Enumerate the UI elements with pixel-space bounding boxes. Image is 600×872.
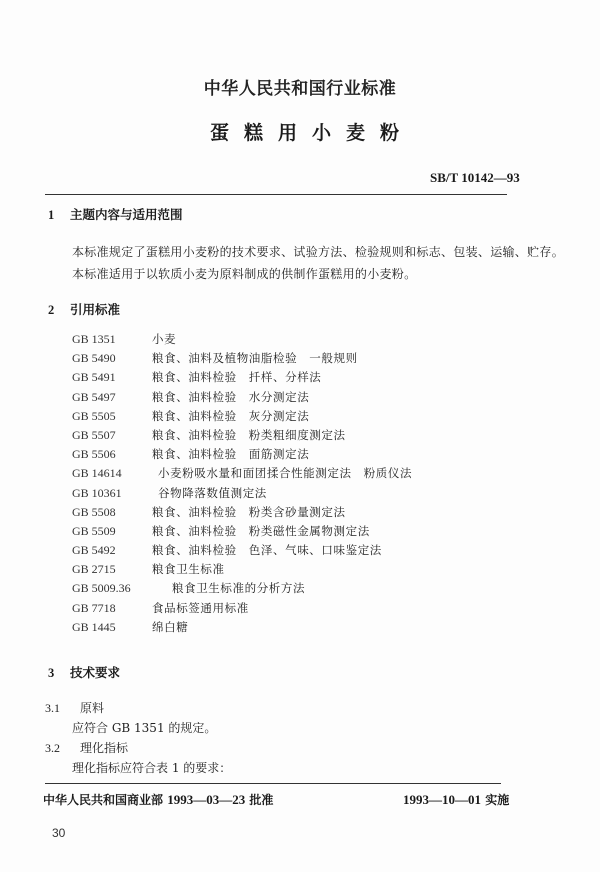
reference-item xyxy=(72,368,412,387)
reference-name: 食品标签通用标准 xyxy=(152,600,249,615)
reference-item xyxy=(72,522,412,541)
section-title: 技术要求 xyxy=(70,665,121,680)
section-2-heading xyxy=(48,300,120,318)
reference-item xyxy=(72,541,412,560)
reference-code: GB 1445 xyxy=(72,619,116,634)
reference-list xyxy=(72,330,412,637)
reference-item xyxy=(72,599,412,618)
reference-item xyxy=(72,330,412,349)
effective-label: 实施 xyxy=(485,793,510,807)
reference-item xyxy=(72,560,412,579)
section-3-heading xyxy=(48,663,120,681)
reference-item xyxy=(72,407,412,426)
reference-code: GB 5509 xyxy=(72,523,116,538)
reference-name: 小麦 xyxy=(152,332,177,346)
reference-name: 粮食、油料检验 扦样、分样法 xyxy=(152,370,322,385)
effective-line xyxy=(403,791,509,808)
reference-code: GB 5492 xyxy=(72,543,116,558)
section-title: 引用标准 xyxy=(70,302,121,317)
reference-code: GB 5508 xyxy=(72,504,116,519)
reference-item xyxy=(72,349,412,368)
section-number: 1 xyxy=(48,208,55,222)
effective-date: 1993—10—01 xyxy=(403,792,481,807)
reference-name: 谷物降落数值测定法 xyxy=(158,485,267,500)
reference-item xyxy=(72,503,412,522)
section-title: 主题内容与适用范围 xyxy=(70,207,183,222)
subsection-3-1-text: 应符合 GB 1351 的规定。 xyxy=(72,721,217,735)
reference-code: GB 5491 xyxy=(72,370,116,385)
reference-code: GB 2715 xyxy=(72,562,116,577)
footer-divider xyxy=(45,783,501,784)
reference-name: 粮食、油料检验 粉类磁性金属物测定法 xyxy=(152,523,370,538)
subsection-3-2-text: 理化指标应符合表 1 的要求： xyxy=(72,761,232,775)
reference-name: 绵白糖 xyxy=(152,619,189,634)
section-1-heading xyxy=(48,205,183,223)
reference-name: 粮食、油料检验 粉类含砂量测定法 xyxy=(152,504,346,519)
subsection-3-2-heading xyxy=(45,739,128,756)
reference-name: 粮食、油料检验 粉类粗细度测定法 xyxy=(152,427,346,442)
approval-label: 批准 xyxy=(249,793,274,807)
header-divider xyxy=(45,194,507,195)
standard-code: SB/T 10142—93 xyxy=(430,170,520,185)
reference-name: 粮食、油料及植物油脂检验 一般规则 xyxy=(152,351,358,366)
reference-code: GB 5507 xyxy=(72,427,116,442)
reference-code: GB 5497 xyxy=(72,389,116,404)
approval-date: 1993—03—23 xyxy=(167,792,246,807)
page-number: 30 xyxy=(52,826,66,840)
section-1-paragraph: 本标准规定了蛋糕用小麦粉的技术要求、试验方法、检验规则和标志、包装、运输、贮存。 xyxy=(72,245,565,259)
reference-item xyxy=(72,618,412,637)
reference-item xyxy=(72,484,412,503)
reference-item xyxy=(72,445,412,464)
section-1-paragraph: 本标准适用于以软质小麦为原料制成的供制作蛋糕用的小麦粉。 xyxy=(72,267,417,281)
reference-code: GB 5490 xyxy=(72,351,116,366)
approval-line xyxy=(43,791,273,808)
reference-item xyxy=(72,579,412,598)
reference-name: 粮食、油料检验 色泽、气味、口味鉴定法 xyxy=(152,543,382,558)
section-number: 3 xyxy=(48,666,55,680)
reference-name: 粮食卫生标准的分析方法 xyxy=(172,581,306,596)
reference-name: 粮食、油料检验 灰分测定法 xyxy=(152,408,310,423)
reference-code: GB 5506 xyxy=(72,447,116,462)
subsection-title: 理化指标 xyxy=(80,741,129,755)
reference-name: 粮食卫生标准 xyxy=(152,562,225,577)
reference-name: 小麦粉吸水量和面团揉合性能测定法 粉质仪法 xyxy=(158,466,413,481)
subsection-title: 原料 xyxy=(80,701,105,715)
reference-name: 粮食、油料检验 水分测定法 xyxy=(152,389,310,404)
reference-item xyxy=(72,464,412,483)
section-number: 2 xyxy=(48,303,55,317)
subsection-number: 3.1 xyxy=(45,701,60,715)
reference-code: GB 7718 xyxy=(72,600,116,615)
reference-name: 粮食、油料检验 面筋测定法 xyxy=(152,447,310,462)
approval-org: 中华人民共和国商业部 xyxy=(43,793,164,807)
reference-item xyxy=(72,388,412,407)
reference-code: GB 5505 xyxy=(72,408,116,423)
reference-code: GB 14614 xyxy=(72,466,122,481)
reference-code: GB 5009.36 xyxy=(72,581,131,596)
reference-code: GB 10361 xyxy=(72,485,122,500)
national-standard-heading: 中华人民共和国行业标准 xyxy=(203,79,397,99)
subsection-3-1-heading xyxy=(45,699,104,716)
document-title: 蛋糕用小麦粉 xyxy=(209,122,414,144)
subsection-number: 3.2 xyxy=(45,741,60,755)
reference-code: GB 1351 xyxy=(72,332,116,346)
reference-item xyxy=(72,426,412,445)
